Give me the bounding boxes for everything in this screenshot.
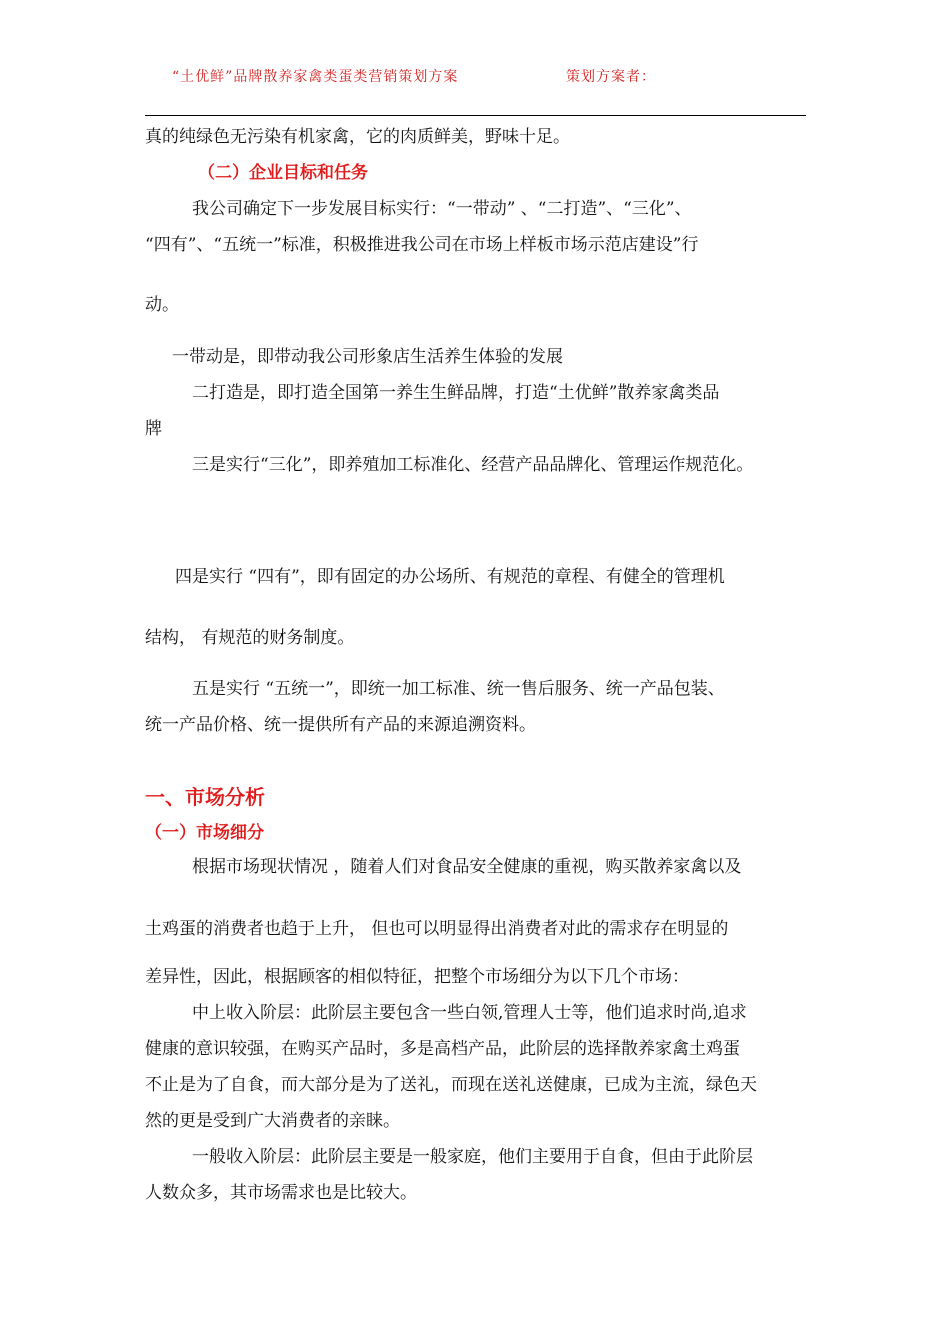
paragraph-line: 二打造是，即打造全国第一养生生鲜品牌，打造“土优鲜”散养家禽类品 [192,383,720,403]
paragraph-line: 一带动是，即带动我公司形象店生活养生体验的发展 [172,347,563,367]
paragraph-line: 三是实行“三化”，即养殖加工标准化、经营产品品牌化、管理运作规范化。 [192,455,754,475]
paragraph-line: 五是实行 “五统一”，即统一加工标准、统一售后服务、统一产品包装、 [192,679,725,699]
paragraph-line: 土鸡蛋的消费者也趋于上升， 但也可以明显得出消费者对此的需求存在明显的 [145,919,729,939]
paragraph-line: 四是实行 “四有”，即有固定的办公场所、有规范的章程、有健全的管理机 [175,567,725,587]
paragraph-line: 健康的意识较强，在购买产品时，多是高档产品，此阶层的选择散养家禽土鸡蛋 [145,1039,740,1059]
paragraph-line: 统一产品价格、统一提供所有产品的来源追溯资料。 [145,715,536,735]
paragraph-line: 一般收入阶层：此阶层主要是一般家庭，他们主要用于自食，但由于此阶层 [192,1147,753,1167]
paragraph-line: 结构， 有规范的财务制度。 [145,628,355,648]
paragraph-line: 根据市场现状情况 ，随着人们对食品安全健康的重视，购买散养家禽以及 [192,857,742,877]
paragraph-line: 动。 [145,295,179,315]
paragraph-line: 我公司确定下一步发展目标实行：“一带动” 、“二打造”、“三化”、 [192,199,692,219]
paragraph-line: 人数众多，其市场需求也是比较大。 [145,1183,417,1203]
header-rule [145,115,806,116]
header-title: “土优鲜”品牌散养家禽类蛋类营销策划方案 [172,69,459,85]
paragraph-line: 差异性，因此，根据顾客的相似特征，把整个市场细分为以下几个市场： [145,967,689,987]
section-heading-market-analysis: 一、市场分析 [145,785,265,809]
subsection-heading-segmentation: （一）市场细分 [145,823,264,843]
section-heading-goals: （二）企业目标和任务 [198,163,368,183]
paragraph-line: 然的更是受到广大消费者的亲睐。 [145,1111,400,1131]
paragraph-line: 真的纯绿色无污染有机家禽，它的肉质鲜美，野味十足。 [145,127,570,147]
paragraph-line: 中上收入阶层：此阶层主要包含一些白领,管理人士等，他们追求时尚,追求 [192,1003,747,1023]
header-planner-label: 策划方案者： [566,69,656,85]
paragraph-line: 牌 [145,419,162,439]
paragraph-line: “四有”、“五统一”标准，积极推进我公司在市场上样板市场示范店建设”行 [145,235,699,255]
paragraph-line: 不止是为了自食，而大部分是为了送礼，而现在送礼送健康，已成为主流，绿色天 [145,1075,757,1095]
